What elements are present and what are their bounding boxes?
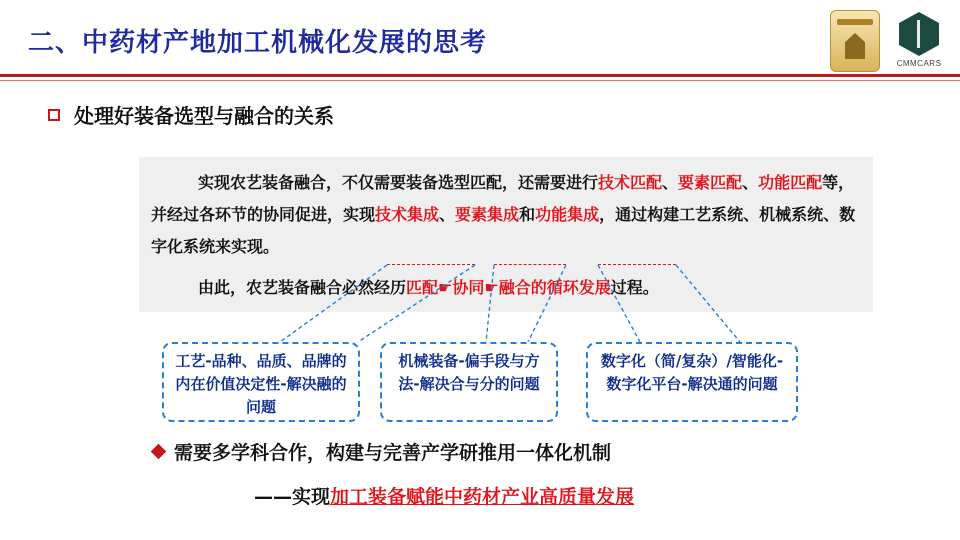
cmmcars-logo-text: CMMCARS [896, 59, 942, 68]
para2-text: 过程。 [610, 278, 659, 297]
para2-text: 由此，农艺装备融合必然经历 [198, 278, 407, 297]
para-text: 和 [519, 205, 536, 224]
highlight-cycle: 匹配☛协同☛融合的循环发展 [406, 278, 611, 297]
highlight-factor-match: 要素匹配 [678, 173, 743, 192]
para-sep: 、 [742, 173, 759, 192]
bullet-point [153, 438, 611, 465]
bullet-text: 需要多学科合作，构建与完善产学研推用一体化机制 [174, 442, 612, 464]
conclusion-emphasis: 加工装备赋能中药材产业高质量发展 [330, 486, 635, 508]
highlight-factor-integration: 要素集成 [455, 205, 520, 224]
highlight-tech-match: 技术匹配 [598, 173, 663, 192]
callout-machinery: 机械装备-偏手段与方法-解决合与分的问题 [380, 342, 558, 422]
callout-process: 工艺-品种、品质、品牌的内在价值决定性-解决融的问题 [162, 342, 360, 422]
diamond-bullet-icon [151, 444, 167, 460]
para-sep: 、 [439, 205, 456, 224]
highlight-function-integration: 功能集成 [535, 205, 600, 224]
conclusion-line [254, 482, 634, 509]
highlight-function-match: 功能匹配 [758, 173, 823, 192]
section-heading-text: 处理好装备选型与融合的关系 [74, 104, 334, 128]
para-sep: 、 [662, 173, 679, 192]
conclusion-prefix: ——实现 [254, 486, 331, 508]
para-text: 等，并经过各环节的协同促进，实现 [151, 173, 855, 224]
para-text: ，通过构建工艺系统、机械系统、数字化系统来实现。 [151, 205, 856, 256]
callout-digital: 数字化（简/复杂）/智能化-数字化平台-解决通的问题 [586, 342, 798, 422]
highlight-tech-integration: 技术集成 [375, 205, 440, 224]
para-text: 实现农艺装备融合，不仅需要装备选型匹配，还需要进行 [198, 173, 599, 192]
page-title: 二、中药材产地加工机械化发展的思考 [28, 28, 488, 58]
